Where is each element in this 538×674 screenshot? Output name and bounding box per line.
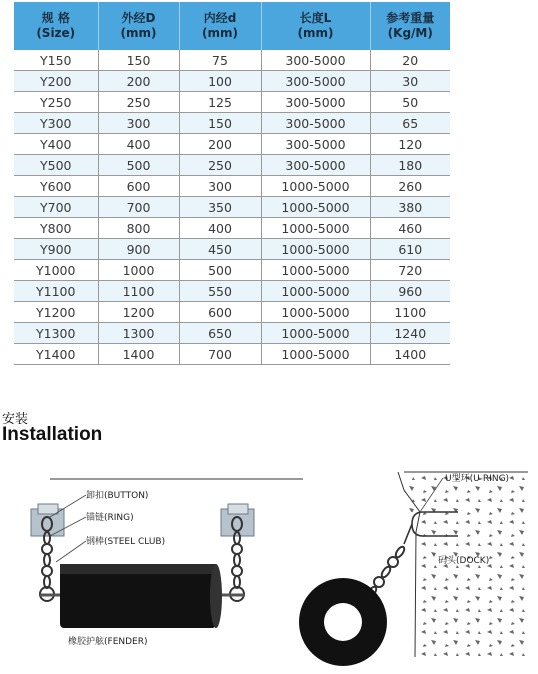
table-cell: 200 [179, 134, 261, 155]
table-cell: 600 [98, 176, 179, 197]
column-header-label: 规 格 [41, 11, 70, 25]
table-cell: Y250 [14, 92, 98, 113]
table-cell: Y1200 [14, 302, 98, 323]
table-cell: 550 [179, 281, 261, 302]
table-cell: 200 [98, 71, 179, 92]
table-cell: 1200 [98, 302, 179, 323]
table-cell: 380 [370, 197, 450, 218]
table-row [14, 302, 450, 323]
spec-table-header [14, 2, 450, 50]
table-cell: 1300 [98, 323, 179, 344]
column-header-unit: (mm) [120, 26, 157, 40]
column-header-label: 长度L [299, 11, 332, 25]
right-chain [230, 532, 244, 601]
column-header [14, 2, 98, 50]
column-header-label: 参考重量 [386, 11, 435, 25]
installation-title: Installation [2, 424, 103, 445]
table-cell: 100 [179, 71, 261, 92]
table-cell: Y500 [14, 155, 98, 176]
table-cell: Y600 [14, 176, 98, 197]
column-header-unit: (Kg/M) [387, 26, 433, 40]
table-cell: 1240 [370, 323, 450, 344]
column-header [98, 2, 179, 50]
table-row [14, 281, 450, 302]
table-cell: Y700 [14, 197, 98, 218]
table-row [14, 71, 450, 92]
table-cell: 180 [370, 155, 450, 176]
table-row [14, 239, 450, 260]
table-cell: 300-5000 [261, 92, 370, 113]
table-cell: 1000-5000 [261, 302, 370, 323]
label-fender: 橡胶护舷(FENDER) [68, 637, 148, 647]
table-cell: 500 [98, 155, 179, 176]
table-cell: Y200 [14, 71, 98, 92]
table-cell: 450 [179, 239, 261, 260]
table-cell: 300 [179, 176, 261, 197]
table-cell: 30 [370, 71, 450, 92]
column-header-unit: (Size) [36, 26, 76, 40]
table-cell: 720 [370, 260, 450, 281]
table-cell: 300-5000 [261, 50, 370, 71]
table-cell: 1100 [370, 302, 450, 323]
table-cell: 1000-5000 [261, 239, 370, 260]
label-button: 卸扣(BUTTON) [86, 491, 149, 501]
table-cell: 600 [179, 302, 261, 323]
column-header-label: 内经d [203, 11, 237, 25]
table-cell: Y1100 [14, 281, 98, 302]
table-row [14, 176, 450, 197]
table-cell: Y800 [14, 218, 98, 239]
table-cell: 1100 [98, 281, 179, 302]
label-u-ring: U型环(U-RING) [445, 474, 510, 484]
table-row [14, 92, 450, 113]
table-cell: 1400 [98, 344, 179, 365]
table-cell: Y400 [14, 134, 98, 155]
table-cell: 150 [98, 50, 179, 71]
round-fender [299, 578, 387, 666]
table-cell: Y1300 [14, 323, 98, 344]
table-cell: 400 [98, 134, 179, 155]
table-row [14, 113, 450, 134]
table-cell: 260 [370, 176, 450, 197]
table-cell: 300-5000 [261, 113, 370, 134]
column-header [179, 2, 261, 50]
label-ring: 锚链(RING) [86, 513, 134, 523]
table-row [14, 260, 450, 281]
table-row [14, 134, 450, 155]
table-cell: 1000-5000 [261, 281, 370, 302]
label-steel-club: 钢棒(STEEL CLUB) [86, 537, 166, 547]
table-cell: 65 [370, 113, 450, 134]
label-dock: 码头(DOCK) [438, 556, 490, 566]
table-cell: 300-5000 [261, 71, 370, 92]
table-cell: 300-5000 [261, 134, 370, 155]
table-cell: 1000 [98, 260, 179, 281]
table-cell: 300-5000 [261, 155, 370, 176]
table-cell: 400 [179, 218, 261, 239]
table-row [14, 155, 450, 176]
left-chain [40, 532, 54, 601]
table-cell: 250 [98, 92, 179, 113]
table-cell: 20 [370, 50, 450, 71]
table-cell: 50 [370, 92, 450, 113]
cylindrical-fender [60, 564, 222, 628]
table-cell: 1000-5000 [261, 260, 370, 281]
table-cell: Y1400 [14, 344, 98, 365]
table-row [14, 344, 450, 365]
spec-table [14, 2, 450, 365]
table-cell: 700 [179, 344, 261, 365]
table-cell: 800 [98, 218, 179, 239]
table-cell: Y1000 [14, 260, 98, 281]
table-cell: 125 [179, 92, 261, 113]
table-cell: 960 [370, 281, 450, 302]
table-cell: 900 [98, 239, 179, 260]
column-header-unit: (mm) [297, 26, 334, 40]
table-cell: 1000-5000 [261, 344, 370, 365]
table-cell: 300 [98, 113, 179, 134]
table-cell: 150 [179, 113, 261, 134]
column-header [261, 2, 370, 50]
spec-table-body [14, 50, 450, 365]
table-cell: 460 [370, 218, 450, 239]
column-header-label: 外经D [121, 11, 156, 25]
table-cell: 1000-5000 [261, 323, 370, 344]
table-cell: 1000-5000 [261, 176, 370, 197]
table-cell: 350 [179, 197, 261, 218]
table-cell: Y150 [14, 50, 98, 71]
header-row [14, 2, 450, 50]
table-row [14, 50, 450, 71]
table-row [14, 323, 450, 344]
installation-diagram [0, 452, 538, 674]
table-cell: 1400 [370, 344, 450, 365]
installation-title-cn: 安装 [2, 412, 29, 427]
table-cell: Y900 [14, 239, 98, 260]
table-cell: 1000-5000 [261, 218, 370, 239]
table-row [14, 218, 450, 239]
table-cell: 75 [179, 50, 261, 71]
table-cell: 610 [370, 239, 450, 260]
column-header [370, 2, 450, 50]
table-row [14, 197, 450, 218]
table-cell: 120 [370, 134, 450, 155]
table-cell: 250 [179, 155, 261, 176]
table-cell: Y300 [14, 113, 98, 134]
table-cell: 500 [179, 260, 261, 281]
table-cell: 1000-5000 [261, 197, 370, 218]
table-cell: 700 [98, 197, 179, 218]
column-header-unit: (mm) [202, 26, 238, 40]
table-cell: 650 [179, 323, 261, 344]
